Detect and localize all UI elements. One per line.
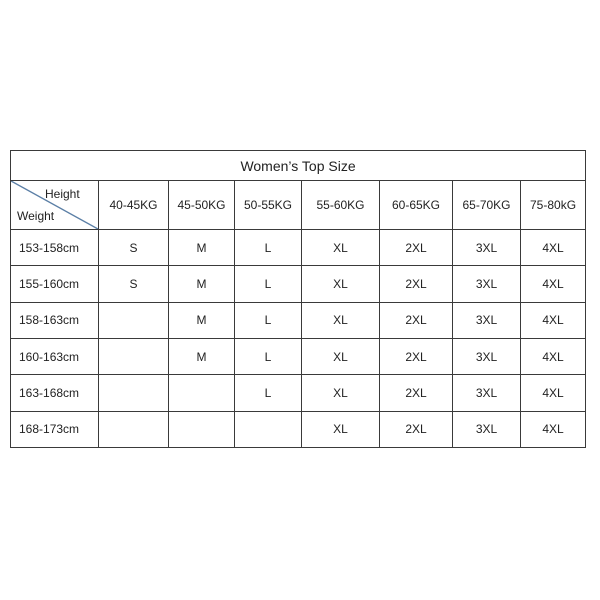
size-cell: XL (302, 266, 380, 302)
column-header: 50-55KG (235, 181, 302, 230)
column-header: 55-60KG (302, 181, 380, 230)
size-cell: XL (302, 338, 380, 374)
size-cell: 4XL (521, 411, 586, 447)
size-cell: 3XL (453, 230, 521, 266)
size-cell (99, 375, 169, 411)
size-cell (99, 338, 169, 374)
size-cell: L (235, 266, 302, 302)
size-cell: 3XL (453, 302, 521, 338)
corner-height-label: Height (45, 187, 80, 201)
size-cell: 4XL (521, 302, 586, 338)
table-row (11, 266, 586, 302)
size-cell: M (169, 266, 235, 302)
column-header: 60-65KG (380, 181, 453, 230)
size-cell: M (169, 302, 235, 338)
size-cell: L (235, 338, 302, 374)
table-title: Women’s Top Size (11, 151, 586, 181)
size-cell: XL (302, 411, 380, 447)
size-cell: 4XL (521, 266, 586, 302)
size-cell: 4XL (521, 230, 586, 266)
size-cell: 4XL (521, 375, 586, 411)
size-cell: 2XL (380, 230, 453, 266)
size-cell: 3XL (453, 375, 521, 411)
size-cell: 3XL (453, 338, 521, 374)
row-label: 168-173cm (11, 411, 99, 447)
row-label: 155-160cm (11, 266, 99, 302)
size-cell (235, 411, 302, 447)
size-cell: L (235, 230, 302, 266)
size-cell (169, 411, 235, 447)
size-cell: XL (302, 302, 380, 338)
size-cell: M (169, 230, 235, 266)
table-row (11, 375, 586, 411)
header-row (11, 181, 586, 230)
size-cell: XL (302, 375, 380, 411)
size-cell: 2XL (380, 411, 453, 447)
table-row (11, 338, 586, 374)
row-label: 153-158cm (11, 230, 99, 266)
size-cell: 2XL (380, 302, 453, 338)
size-cell: L (235, 302, 302, 338)
size-cell: M (169, 338, 235, 374)
row-label: 158-163cm (11, 302, 99, 338)
size-chart-table (10, 150, 586, 448)
column-header: 65-70KG (453, 181, 521, 230)
column-header: 75-80kG (521, 181, 586, 230)
size-cell: 3XL (453, 266, 521, 302)
table-row (11, 230, 586, 266)
size-cell: 4XL (521, 338, 586, 374)
size-cell (99, 302, 169, 338)
size-cell (99, 411, 169, 447)
table-row (11, 302, 586, 338)
row-label: 160-163cm (11, 338, 99, 374)
row-label: 163-168cm (11, 375, 99, 411)
size-cell: 2XL (380, 338, 453, 374)
column-header: 45-50KG (169, 181, 235, 230)
size-cell: L (235, 375, 302, 411)
size-cell: 3XL (453, 411, 521, 447)
column-header: 40-45KG (99, 181, 169, 230)
size-cell: XL (302, 230, 380, 266)
size-cell: S (99, 266, 169, 302)
size-cell: S (99, 230, 169, 266)
table-row (11, 411, 586, 447)
size-cell (169, 375, 235, 411)
size-cell: 2XL (380, 375, 453, 411)
title-row (11, 151, 586, 181)
corner-weight-label: Weight (17, 209, 55, 223)
size-cell: 2XL (380, 266, 453, 302)
corner-header-cell (11, 181, 99, 230)
